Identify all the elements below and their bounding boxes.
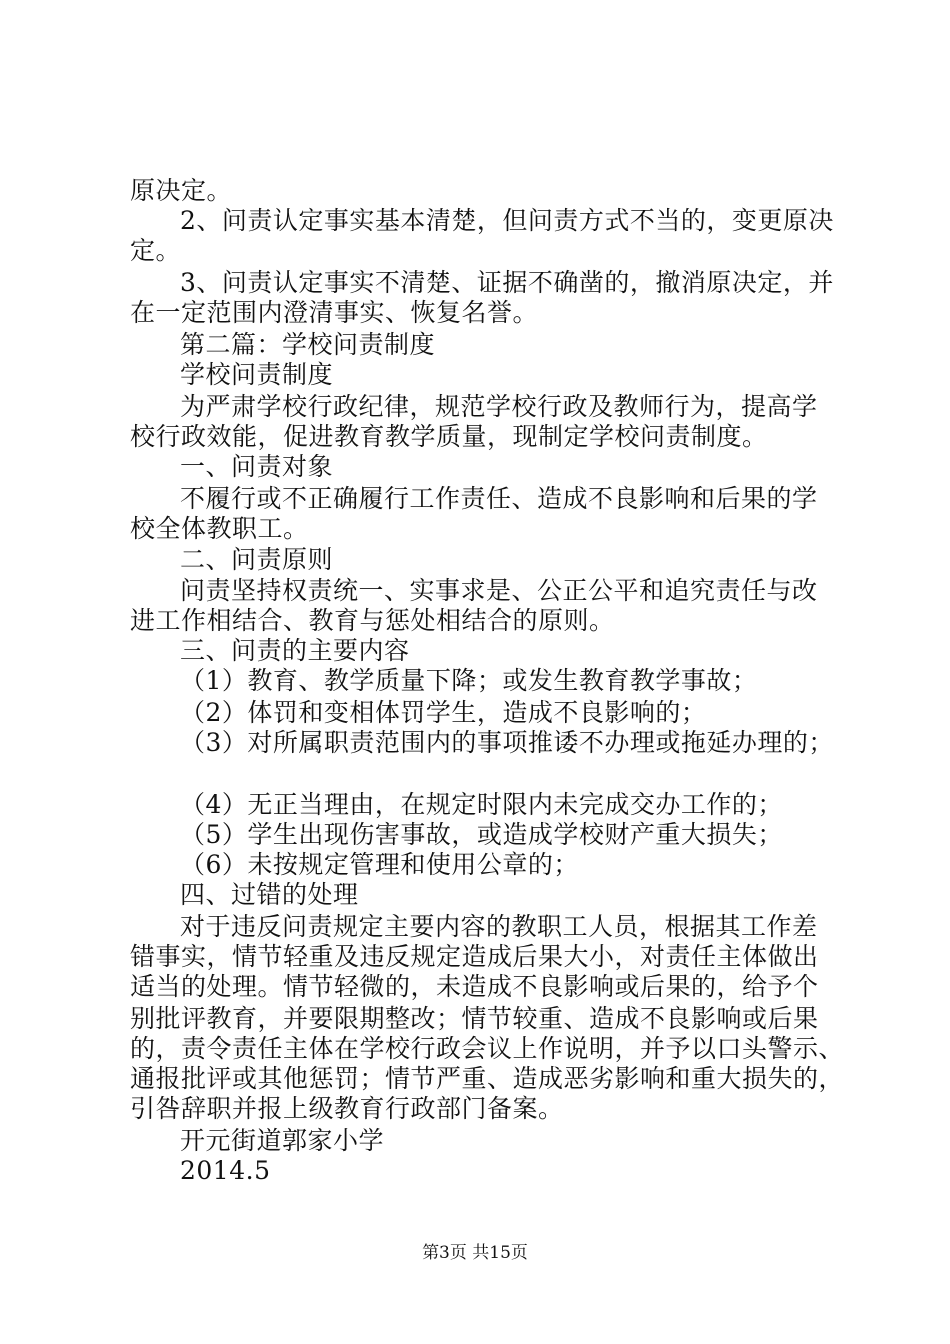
paragraph-line: 问责坚持权责统一、实事求是、公正公平和追究责任与改: [180, 576, 818, 605]
document-title: 学校问责制度: [180, 360, 334, 389]
page-number-footer: 第3页 共15页: [422, 1243, 528, 1263]
section-heading: 四、过错的处理: [180, 880, 359, 909]
section-heading: 一、问责对象: [180, 452, 334, 481]
list-item: （4）无正当理由，在规定时限内未完成交办工作的；: [180, 790, 783, 819]
section-heading: 三、问责的主要内容: [180, 636, 410, 665]
paragraph-line: 通报批评或其他惩罚；情节严重、造成恶劣影响和重大损失的，: [130, 1064, 845, 1093]
paragraph-line: 适当的处理。情节轻微的，未造成不良影响或后果的，给予个: [130, 972, 819, 1001]
list-item: （5）学生出现伤害事故，或造成学校财产重大损失；: [180, 820, 783, 849]
paragraph-line: 为严肃学校行政纪律，规范学校行政及教师行为，提高学: [180, 392, 818, 421]
section-heading: 第二篇：学校问责制度: [180, 330, 436, 359]
paragraph-line: 校全体教职工。: [130, 514, 309, 543]
paragraph-line: 3、问责认定事实不清楚、证据不确凿的，撤消原决定，并: [180, 268, 834, 297]
section-heading: 二、问责原则: [180, 545, 334, 574]
paragraph-line: 在一定范围内澄清事实、恢复名誉。: [130, 298, 539, 327]
paragraph-line: 错事实，情节轻重及违反规定造成后果大小，对责任主体做出: [130, 942, 819, 971]
paragraph-line: 对于违反问责规定主要内容的教职工人员，根据其工作差: [180, 912, 818, 941]
paragraph-line: 2、问责认定事实基本清楚，但问责方式不当的，变更原决: [180, 206, 834, 235]
paragraph-line: 不履行或不正确履行工作责任、造成不良影响和后果的学: [180, 484, 818, 513]
paragraph-line: 的，责令责任主体在学校行政会议上作说明，并予以口头警示、: [130, 1034, 845, 1063]
list-item: （3）对所属职责范围内的事项推诿不办理或拖延办理的；: [180, 728, 834, 757]
paragraph-line: 引咎辞职并报上级教育行政部门备案。: [130, 1094, 564, 1123]
list-item: （1）教育、教学质量下降；或发生教育教学事故；: [180, 666, 758, 695]
list-item: （2）体罚和变相体罚学生，造成不良影响的；: [180, 698, 707, 727]
paragraph-line: 别批评教育，并要限期整改；情节较重、造成不良影响或后果: [130, 1004, 819, 1033]
list-item: （6）未按规定管理和使用公章的；: [180, 850, 579, 879]
paragraph-line: 校行政效能，促进教育教学质量，现制定学校问责制度。: [130, 422, 768, 451]
paragraph-line: 原决定。: [130, 176, 233, 205]
paragraph-line: 定。: [130, 236, 182, 265]
signature-date: 2014.5: [180, 1156, 271, 1185]
signature-school: 开元街道郭家小学: [180, 1126, 385, 1155]
paragraph-line: 进工作相结合、教育与惩处相结合的原则。: [130, 606, 615, 635]
